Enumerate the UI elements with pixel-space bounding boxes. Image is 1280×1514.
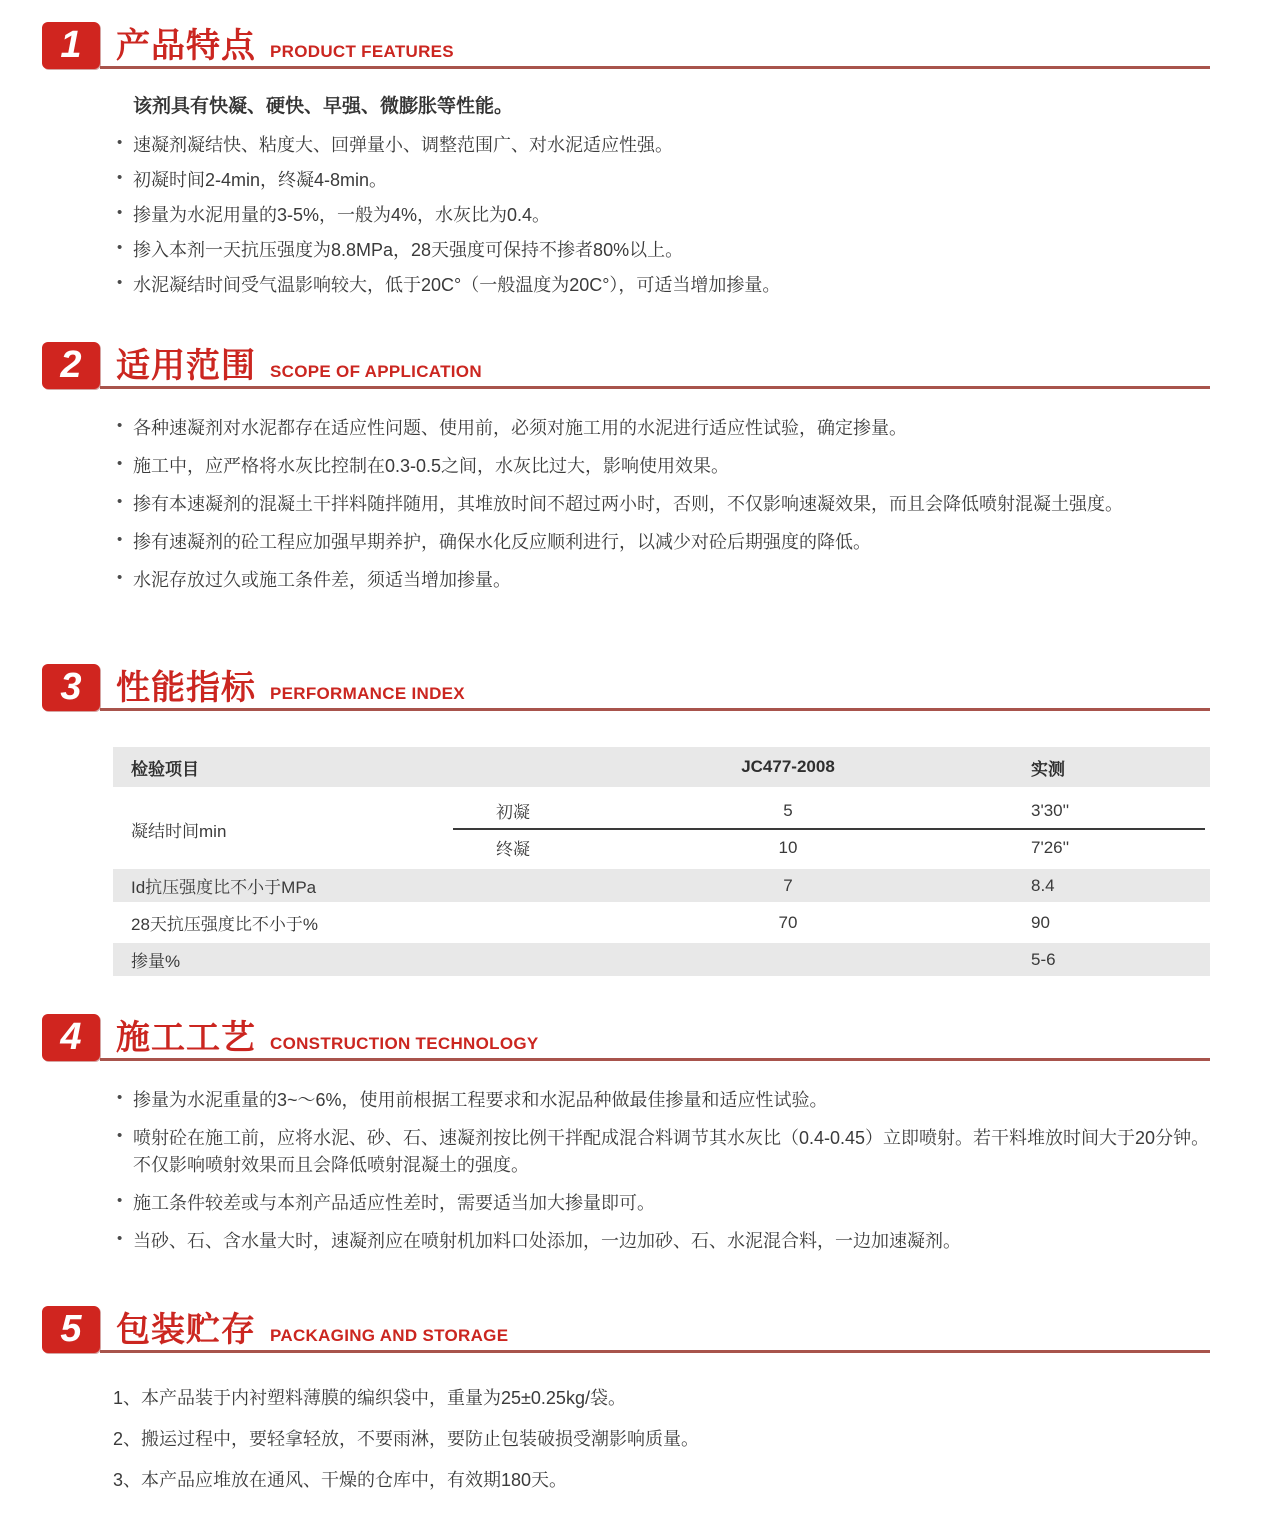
section-1-title-en: PRODUCT FEATURES [270,42,454,61]
section-product-features [0,22,1280,307]
section-5-header [42,1306,1210,1353]
section-scope-of-application [0,342,1280,605]
section-performance-index [0,664,1280,976]
section-3-title-en: PERFORMANCE INDEX [270,684,465,703]
section-4-title-zh: 施工工艺 [116,1018,256,1057]
section-2-title-en: SCOPE OF APPLICATION [270,362,482,381]
construction-list [115,1087,1210,1255]
section-3-number-badge: 3 [42,664,100,711]
section-packaging-storage [0,1306,1280,1508]
table-row [453,830,1210,865]
section-5-title-en: PACKAGING AND STORAGE [270,1326,509,1345]
section-5-number-badge: 5 [42,1306,100,1353]
group-sub-rows [453,793,1210,865]
product-features-intro: 该剂具有快凝、硬快、早强、微膨胀等性能。 [133,96,514,117]
row-standard: 7 [783,875,793,895]
section-1-title-group [100,25,1210,69]
row-standard: 70 [778,912,798,932]
sub-row-standard: 10 [778,837,798,857]
list-item: • 施工条件较差或与本剂产品适应性差时，需要适当加大掺量即可。 [115,1190,1210,1217]
section-4-title-en: CONSTRUCTION TECHNOLOGY [270,1034,539,1053]
section-4-title-group [100,1017,1210,1061]
section-3-header [42,664,1210,711]
section-3-title-group [100,667,1210,711]
scope-list [115,415,1210,594]
section-construction-technology [0,1014,1280,1266]
sub-row-standard: 5 [783,800,793,820]
sub-row-name: 初凝 [496,803,530,822]
table-row [113,906,1210,939]
list-item: • 掺有速凝剂的砼工程应加强早期养护，确保水化反应顺利进行，以减少对砼后期强度的降低。 [115,529,1210,556]
section-4-header [42,1014,1210,1061]
row-measured: 90 [1031,912,1050,932]
table-header-item: 检验项目 [131,759,199,779]
section-2-title-group [100,345,1210,389]
list-item: • 喷射砼在施工前，应将水泥、砂、石、速凝剂按比例干拌配成混合料调节其水灰比（0.4-0.45）立即喷射。若干料堆放时间大于20分钟。不仅影响喷射效果而且会降低喷射混凝土的强度。 [115,1125,1210,1179]
list-item: • 水泥凝结时间受气温影响较大，低于20C°（一般温度为20C°），可适当增加掺量。 [115,272,1210,299]
row-measured: 5-6 [1031,949,1056,969]
section-2-header [42,342,1210,389]
table-header-measured: 实测 [1031,759,1065,779]
section-2-title-zh: 适用范围 [116,346,256,385]
section-2-number-badge: 2 [42,342,100,389]
sub-row-measured: 7'26'' [1031,837,1070,857]
list-item: • 施工中，应严格将水灰比控制在0.3-0.5之间，水灰比过大，影响使用效果。 [115,453,1210,480]
list-item: 2、搬运过程中，要轻拿轻放，不要雨淋，要防止包装破损受潮影响质量。 [113,1429,700,1450]
group-row-label: 凝结时间min [131,821,227,841]
table-row [453,793,1210,828]
list-item: • 水泥存放过久或施工条件差，须适当增加掺量。 [115,567,1210,594]
list-item: • 速凝剂凝结快、粘度大、回弹量小、调整范围广、对水泥适应性强。 [115,132,1210,159]
table-row [113,869,1210,902]
list-item: • 掺入本剂一天抗压强度为8.8MPa，28天强度可保持不掺者80%以上。 [115,237,1210,264]
list-item: • 掺量为水泥用量的3-5%，一般为4%，水灰比为0.4。 [115,202,1210,229]
row-measured: 8.4 [1031,875,1055,895]
list-item: • 掺量为水泥重量的3~～6%，使用前根据工程要求和水泥品种做最佳掺量和适应性试验。 [115,1087,1210,1114]
section-5-title-group [100,1309,1210,1353]
list-item: 1、本产品装于内衬塑料薄膜的编织袋中，重量为25±0.25kg/袋。 [113,1388,626,1408]
list-item: • 初凝时间2-4min，终凝4-8min。 [115,167,1210,194]
section-1-title-zh: 产品特点 [116,26,256,65]
packaging-list [113,1385,1210,1493]
sub-row-measured: 3'30'' [1031,800,1070,820]
table-header-row [113,747,1210,787]
performance-table [113,747,1210,976]
list-item: 3、本产品应堆放在通风、干燥的仓库中，有效期180天。 [113,1470,568,1491]
product-features-list [115,132,1210,299]
list-item: • 掺有本速凝剂的混凝土干拌料随拌随用，其堆放时间不超过两小时，否则，不仅影响速凝效果，而且会降低喷射混凝土强度。 [115,491,1210,518]
table-group-setting-time [113,793,1210,865]
list-item: • 当砂、石、含水量大时，速凝剂应在喷射机加料口处添加，一边加砂、石、水泥混合料，一边加速凝剂。 [115,1228,1210,1255]
table-header-standard: JC477-2008 [741,757,835,776]
row-label: Id抗压强度比不小于MPa [131,878,317,897]
table-row [113,943,1210,976]
sub-row-name: 终凝 [496,840,530,859]
list-item: • 各种速凝剂对水泥都存在适应性问题、使用前，必须对施工用的水泥进行适应性试验，确定掺量。 [115,415,1210,442]
row-label: 28天抗压强度比不小于% [131,915,319,934]
section-1-header [42,22,1210,69]
section-4-number-badge: 4 [42,1014,100,1061]
section-3-title-zh: 性能指标 [116,668,256,707]
section-1-number-badge: 1 [42,22,100,69]
row-label: 掺量% [131,952,181,971]
section-5-title-zh: 包装贮存 [116,1310,256,1349]
